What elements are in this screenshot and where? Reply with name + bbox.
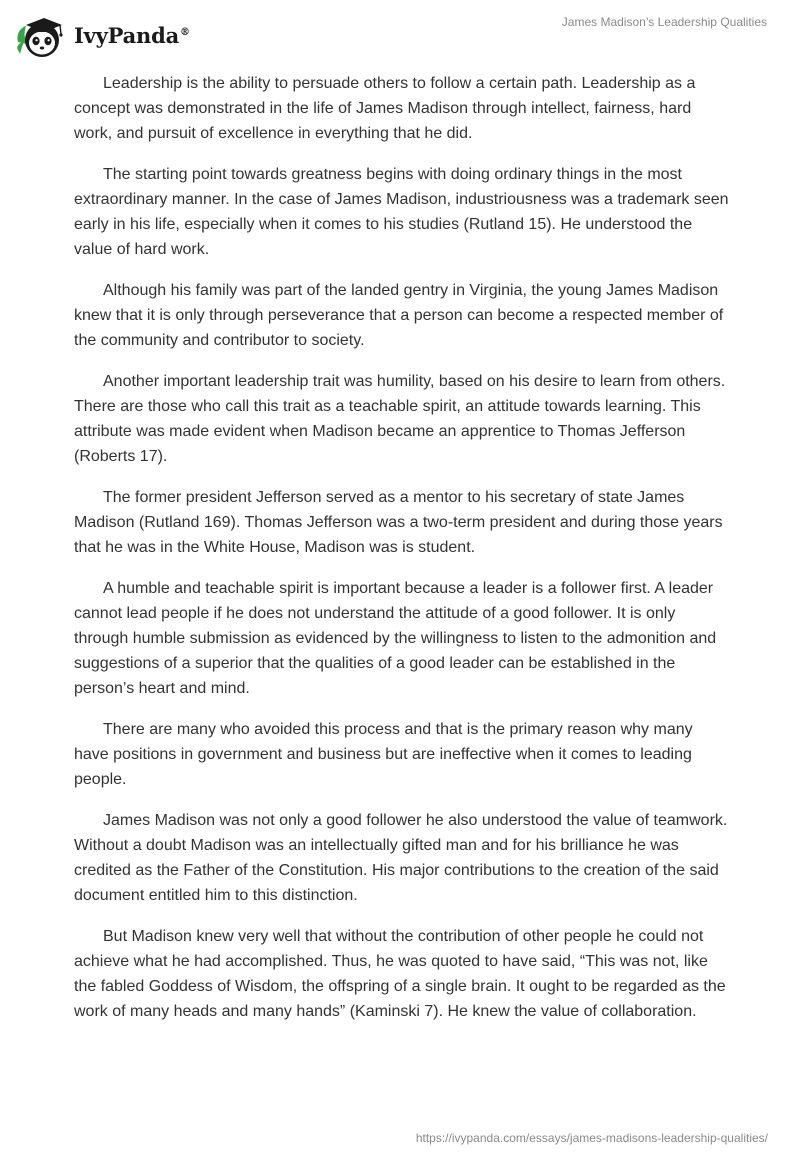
essay-body [74, 71, 729, 1040]
paragraph-6: A humble and teachable spirit is important because a leader is a follower first. A leader cannot lead people if he does not understand the attitude of a good follower. It is only through humble submission as evidenced by the willingness to listen to the admonition and suggestions of a superior that the qualities of a good leader can be established in the person’s heart and mind. [74, 580, 717, 697]
paragraph-4: Another important leadership trait was humility, based on his desire to learn from others. There are those who call this trait as a teachable spirit, an attitude towards learning. This attribute was made evident when Madison became an apprentice to Thomas Jefferson (Roberts 17). [74, 373, 726, 465]
paragraph-1: Leadership is the ability to persuade others to follow a certain path. Leadership as a concept was demonstrated in the life of James Madison through intellect, fairness, hard work, and pursuit of excellence in everything that he did. [74, 75, 696, 142]
ivypanda-logo[interactable] [14, 8, 190, 62]
paragraph-5: The former president Jefferson served as a mentor to his secretary of state James Madison (Rutland 169). Thomas Jefferson was a two-term president and during those years that he was in the White House, Madison was is student. [74, 489, 723, 556]
paragraph-2: The starting point towards greatness begins with doing ordinary things in the most extraordinary manner. In the case of James Madison, industriousness was a trademark seen early in his life, especially when it comes to his studies (Rutland 15). He understood the value of hard work. [74, 166, 729, 258]
source-url[interactable]: https://ivypanda.com/essays/james-madisons-leadership-qualities/ [415, 1131, 768, 1145]
document-title: James Madison’s Leadership Qualities [561, 15, 767, 29]
page-header [0, 0, 800, 70]
paragraph-8: James Madison was not only a good follower he also understood the value of teamwork. Without a doubt Madison was an intellectually gifted man and for his brilliance he was credited as the Father of the Constitution. His major contributions to the creation of the said document entitled him to this distinction. [74, 812, 728, 904]
panda-logo-icon [14, 8, 68, 62]
paragraph-3: Although his family was part of the landed gentry in Virginia, the young James Madison knew that it is only through perseverance that a person can become a respected member of the community and contributor to society. [74, 282, 724, 349]
paragraph-7: There are many who avoided this process and that is the primary reason why many have positions in government and business but are ineffective when it comes to leading people. [74, 721, 693, 788]
paragraph-9: But Madison knew very well that without the contribution of other people he could not achieve what he had accomplished. Thus, he was quoted to have said, “This was not, like the fabled Goddess of Wisdom, the offspring of a single brain. It ought to be regarded as the work of many heads and many hands” (Kaminski 7). He knew the value of collaboration. [74, 928, 726, 1020]
brand-name [74, 23, 190, 48]
brand-name-text: IvyPanda [74, 22, 180, 48]
registered-mark: ® [180, 26, 190, 38]
